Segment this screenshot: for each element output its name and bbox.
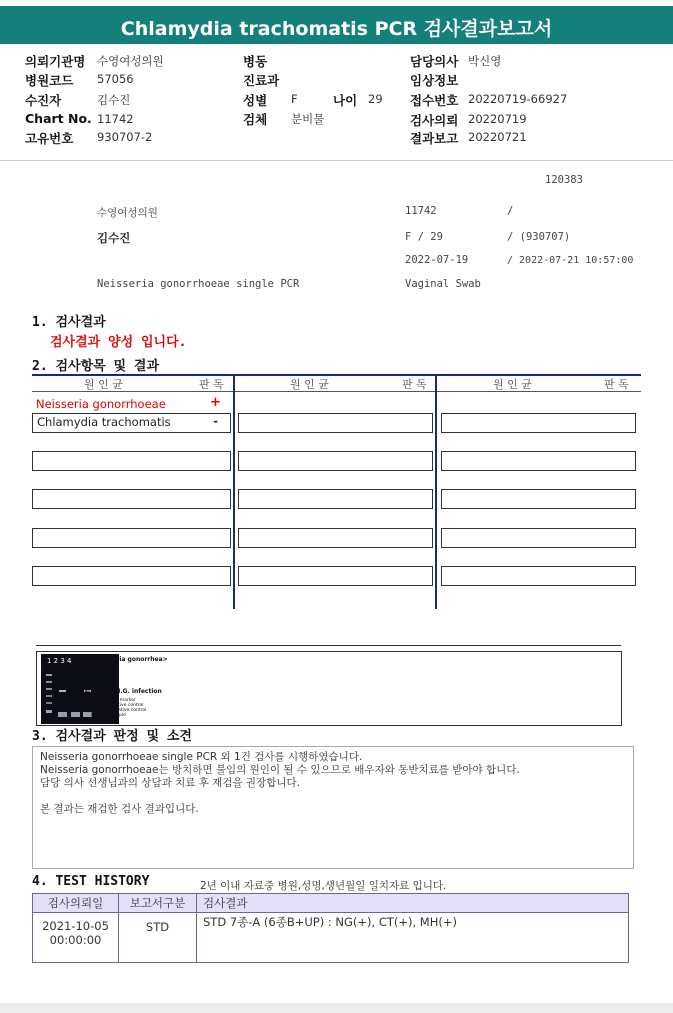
header-divider <box>0 160 673 161</box>
age-value: 29 <box>368 92 383 106</box>
empty-result-box <box>32 451 231 471</box>
empty-result-box <box>238 451 433 471</box>
sex-value: F <box>291 92 298 106</box>
result-mark-1: + <box>210 395 221 410</box>
report-code: 120383 <box>545 174 583 186</box>
history-time: 00:00:00 <box>49 933 102 947</box>
summary-name: 김수진 <box>97 231 131 245</box>
history-header-type: 보고서구분 <box>119 894 197 913</box>
col-judgment-3: 판 독 <box>604 378 629 391</box>
findings-line <box>40 790 626 803</box>
table-divider-1 <box>233 376 235 609</box>
empty-result-box <box>441 528 636 548</box>
unique-no-value: 930707-2 <box>97 130 153 144</box>
history-header-date: 검사의뢰일 <box>33 894 119 913</box>
doctor-label: 담당의사 <box>410 54 459 69</box>
gel-top-rule <box>36 645 621 646</box>
col-pathogen-3: 원 인 균 <box>493 378 532 391</box>
page-bottom-band <box>0 1003 673 1013</box>
request-date-value: 20220719 <box>468 112 527 126</box>
gel-legend-line: Lane 4: Sample <box>91 713 126 718</box>
summary-sex-age: F / 29 <box>405 231 443 243</box>
receipt-no-label: 접수번호 <box>410 93 459 108</box>
clinic-label: 의뢰기관명 <box>25 54 86 69</box>
report-title: Chlamydia trachomatis PCR 검사결과보고서 <box>120 18 553 40</box>
summary-chart: 11742 <box>405 205 437 217</box>
history-header-result: 검사결과 <box>197 894 629 913</box>
history-table <box>32 893 629 963</box>
gel-legend-line: Lane 2: Positive control <box>91 703 144 708</box>
clinical-info-label: 임상정보 <box>410 73 459 88</box>
history-date-cell <box>33 913 119 963</box>
empty-result-box <box>238 528 433 548</box>
history-type: STD <box>119 913 197 963</box>
result-mark-2: - <box>213 414 218 428</box>
hospital-code-label: 병원코드 <box>25 73 74 88</box>
table-divider-2 <box>435 376 437 609</box>
empty-result-box <box>32 528 231 548</box>
empty-result-box <box>238 489 433 509</box>
hospital-code-value: 57056 <box>97 72 134 86</box>
history-date: 2021-10-05 <box>42 919 109 933</box>
summary-date-received: 2022-07-19 <box>405 254 469 266</box>
patient-value: 김수진 <box>97 93 131 107</box>
empty-result-box <box>441 566 636 586</box>
history-result: STD 7종-A (6종B+UP) : NG(+), CT(+), MH(+) <box>197 913 629 963</box>
findings-line: Neisseria gonorrhoeae는 방치하면 불임의 원인이 될 수 있으므로 배우자와 동반치료를 받아야 합니다. <box>40 764 520 776</box>
results-table-top-rule <box>32 374 641 376</box>
section1-result: 검사결과 양성 입니다. <box>50 335 187 350</box>
findings-box <box>32 746 634 869</box>
result-name-2: Chlamydia trachomatis <box>37 415 171 429</box>
empty-result-box <box>441 413 636 433</box>
request-date-label: 검사의뢰 <box>410 113 459 128</box>
summary-clinic: 수영여성의원 <box>97 207 158 219</box>
findings-line: 담당 의사 선생님과의 상담과 치료 후 재검을 권장합니다. <box>40 777 300 789</box>
unique-no-label: 고유번호 <box>25 131 74 146</box>
gel-legend-line: Lane 3: Negative control <box>91 708 147 713</box>
gel-heading: <Neisseria gonorrhea> <box>89 656 168 663</box>
result-row-2 <box>32 413 231 433</box>
empty-result-box <box>32 566 231 586</box>
empty-result-box <box>32 489 231 509</box>
findings-line: 본 결과는 재검한 검사 결과입니다. <box>40 803 199 815</box>
age-label: 나이 <box>333 93 358 108</box>
summary-specimen: Vaginal Swab <box>405 278 481 290</box>
specimen-value: 분비물 <box>291 112 325 126</box>
gel-panel <box>36 651 622 726</box>
ward-label: 병동 <box>243 54 268 69</box>
empty-result-box <box>238 566 433 586</box>
results-table-header-rule <box>32 391 641 392</box>
sex-label: 성별 <box>243 93 268 108</box>
empty-result-box <box>441 489 636 509</box>
summary-test-name: Neisseria gonorrhoeae single PCR <box>97 278 300 290</box>
section3-title: 3. 검사결과 판정 및 소견 <box>32 729 192 744</box>
gel-lane-numbers: 1 2 3 4 <box>47 657 72 665</box>
report-date-value: 20220721 <box>468 130 527 144</box>
gel-band-label: ← 455bp N.G. infection <box>85 688 162 695</box>
col-pathogen-1: 원 인 균 <box>84 378 123 391</box>
result-name-1: Neisseria gonorrhoeae <box>36 397 166 411</box>
department-label: 진료과 <box>243 73 280 88</box>
chart-no-value: 11742 <box>97 112 134 126</box>
section4-note: 2년 이내 자료중 병원,성명,생년월일 일치자료 입니다. <box>200 880 447 892</box>
receipt-no-value: 20220719-66927 <box>468 92 568 106</box>
report-date-label: 결과보고 <box>410 131 459 146</box>
col-pathogen-2: 원 인 균 <box>290 378 329 391</box>
table-row <box>33 913 629 963</box>
doctor-value: 박신영 <box>468 54 502 68</box>
title-bar <box>0 6 673 44</box>
summary-id: / (930707) <box>507 231 571 243</box>
specimen-label: 검체 <box>243 112 268 127</box>
clinic-value: 수영여성의원 <box>97 54 164 68</box>
section1-title: 1. 검사결과 <box>32 315 106 330</box>
gel-legend-line: Lane 1: Size marker <box>91 698 136 703</box>
summary-slash: / <box>507 205 514 217</box>
gel-legend <box>91 698 146 718</box>
empty-result-box <box>441 451 636 471</box>
section4-title: 4. TEST HISTORY <box>32 874 150 889</box>
summary-date-reported: / 2022-07-21 10:57:00 <box>507 255 634 266</box>
col-judgment-1: 판 독 <box>199 378 224 391</box>
chart-no-label: Chart No. <box>25 111 92 126</box>
col-judgment-2: 판 독 <box>402 378 427 391</box>
findings-line: Neisseria gonorrhoeae single PCR 외 1건 검사를 시행하였습니다. <box>40 751 363 763</box>
section2-title: 2. 검사항목 및 결과 <box>32 359 160 374</box>
empty-result-box <box>238 413 433 433</box>
patient-label: 수진자 <box>25 93 62 108</box>
